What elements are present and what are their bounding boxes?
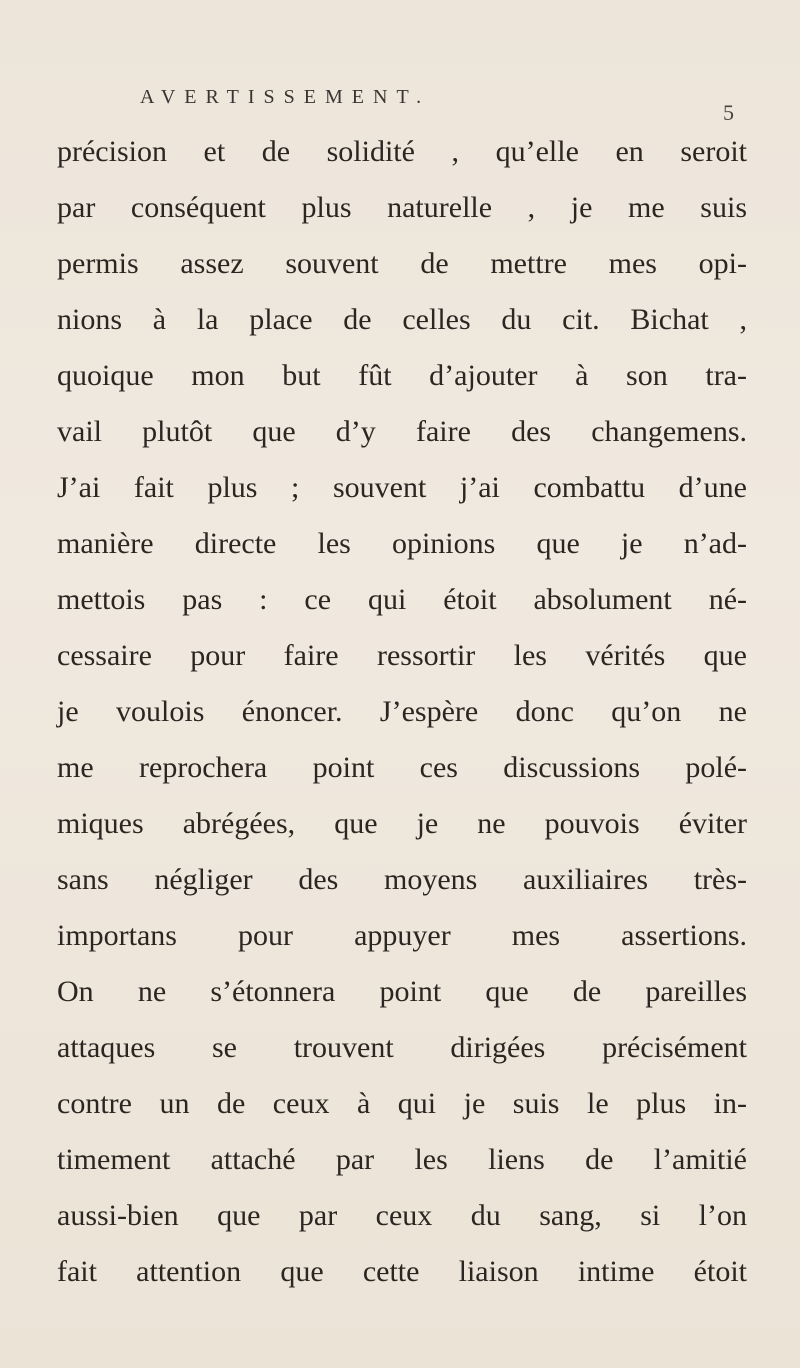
text-line: sans négliger des moyens auxiliaires très- xyxy=(57,863,747,896)
text-line: nions à la place de celles du cit. Bichat , xyxy=(57,303,747,336)
running-title: AVERTISSEMENT. xyxy=(140,86,431,108)
text-line: contre un de ceux à qui je suis le plus in- xyxy=(57,1087,747,1120)
text-line: fait attention que cette liaison intime étoit xyxy=(57,1255,747,1288)
text-line: aussi-bien que par ceux du sang, si l’on xyxy=(57,1199,747,1232)
text-line: quoique mon but fût d’ajouter à son tra- xyxy=(57,359,747,392)
text-line: vail plutôt que d’y faire des changemens. xyxy=(57,415,747,448)
text-line: attaques se trouvent dirigées précisément xyxy=(57,1031,747,1064)
text-line: importans pour appuyer mes assertions. xyxy=(57,919,747,952)
text-line: mettois pas : ce qui étoit absolument né- xyxy=(57,583,747,616)
text-line: cessaire pour faire ressortir les vérités que xyxy=(57,639,747,672)
text-line: je voulois énoncer. J’espère donc qu’on ne xyxy=(57,695,747,728)
text-line: manière directe les opinions que je n’ad- xyxy=(57,527,747,560)
text-line: timement attaché par les liens de l’amitié xyxy=(57,1143,747,1176)
text-line: miques abrégées, que je ne pouvois éviter xyxy=(57,807,747,840)
text-line: me reprochera point ces discussions polé- xyxy=(57,751,747,784)
text-line: permis assez souvent de mettre mes opi- xyxy=(57,247,747,280)
text-line: On ne s’étonnera point que de pareilles xyxy=(57,975,747,1008)
text-line: J’ai fait plus ; souvent j’ai combattu d’une xyxy=(57,471,747,504)
text-line: par conséquent plus naturelle , je me suis xyxy=(57,191,747,224)
text-line: précision et de solidité , qu’elle en seroit xyxy=(57,135,747,168)
page-number: 5 xyxy=(723,100,734,125)
